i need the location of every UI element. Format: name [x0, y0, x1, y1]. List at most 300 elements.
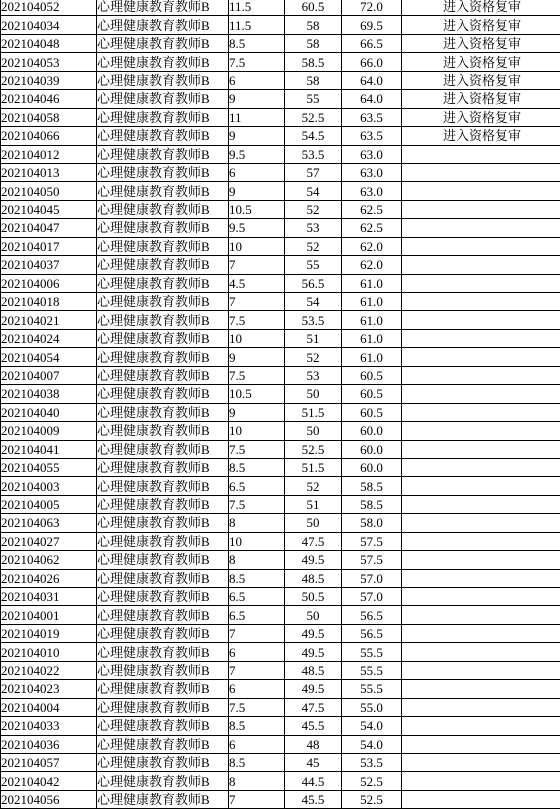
total-score-cell: 63.5: [342, 108, 402, 126]
remark-cell: [402, 182, 560, 200]
remark-cell: [402, 329, 560, 347]
score1-cell: 6: [229, 680, 285, 698]
score1-cell: 10: [229, 237, 285, 255]
table-row: [1, 440, 560, 458]
position-cell: 心理健康教育教师B: [97, 200, 229, 218]
table-row: [1, 551, 560, 569]
candidate-id-cell: 202104023: [1, 680, 97, 698]
position-cell: 心理健康教育教师B: [97, 329, 229, 347]
remark-cell: [402, 237, 560, 255]
score1-cell: 6: [229, 643, 285, 661]
position-cell: 心理健康教育教师B: [97, 182, 229, 200]
score2-cell: 53.5: [285, 145, 342, 163]
score2-cell: 58: [285, 16, 342, 34]
position-cell: 心理健康教育教师B: [97, 145, 229, 163]
score1-cell: 7.5: [229, 366, 285, 384]
table-row: [1, 403, 560, 421]
score1-cell: 7: [229, 256, 285, 274]
table-row: [1, 772, 560, 790]
score1-cell: 9: [229, 127, 285, 145]
score1-cell: 7: [229, 790, 285, 808]
total-score-cell: 55.5: [342, 661, 402, 679]
table-row: [1, 256, 560, 274]
score1-cell: 7: [229, 661, 285, 679]
score1-cell: 10: [229, 329, 285, 347]
score2-cell: 52: [285, 237, 342, 255]
score2-cell: 55: [285, 256, 342, 274]
score2-cell: 47.5: [285, 698, 342, 716]
position-cell: 心理健康教育教师B: [97, 753, 229, 771]
candidate-id-cell: 202104047: [1, 219, 97, 237]
table-row: [1, 145, 560, 163]
score1-cell: 8.5: [229, 717, 285, 735]
total-score-cell: 54.0: [342, 735, 402, 753]
score1-cell: 8.5: [229, 458, 285, 476]
table-row: [1, 329, 560, 347]
score2-cell: 51: [285, 495, 342, 513]
score1-cell: 9: [229, 182, 285, 200]
candidate-id-cell: 202104066: [1, 127, 97, 145]
score2-cell: 45.5: [285, 717, 342, 735]
remark-cell: [402, 495, 560, 513]
remark-cell: [402, 256, 560, 274]
score2-cell: 53.5: [285, 311, 342, 329]
candidate-id-cell: 202104052: [1, 0, 97, 16]
score1-cell: 10: [229, 422, 285, 440]
score2-cell: 58: [285, 71, 342, 89]
remark-cell: 进入资格复审: [402, 90, 560, 108]
score1-cell: 9: [229, 403, 285, 421]
remark-cell: [402, 422, 560, 440]
position-cell: 心理健康教育教师B: [97, 477, 229, 495]
total-score-cell: 60.0: [342, 440, 402, 458]
table-row: [1, 348, 560, 366]
score2-cell: 52: [285, 477, 342, 495]
remark-cell: 进入资格复审: [402, 71, 560, 89]
score1-cell: 7: [229, 293, 285, 311]
remark-cell: [402, 772, 560, 790]
candidate-id-cell: 202104041: [1, 440, 97, 458]
position-cell: 心理健康教育教师B: [97, 643, 229, 661]
table-row: [1, 422, 560, 440]
total-score-cell: 63.0: [342, 182, 402, 200]
score1-cell: 9: [229, 348, 285, 366]
remark-cell: [402, 606, 560, 624]
remark-cell: [402, 348, 560, 366]
table-row: [1, 735, 560, 753]
score2-cell: 50: [285, 385, 342, 403]
score2-cell: 54.5: [285, 127, 342, 145]
total-score-cell: 61.0: [342, 348, 402, 366]
score1-cell: 6.5: [229, 606, 285, 624]
score1-cell: 9.5: [229, 219, 285, 237]
remark-cell: [402, 643, 560, 661]
total-score-cell: 52.5: [342, 790, 402, 808]
table-row: [1, 366, 560, 384]
table-row: [1, 790, 560, 808]
table-row: [1, 569, 560, 587]
score2-cell: 51.5: [285, 458, 342, 476]
remark-cell: [402, 532, 560, 550]
candidate-id-cell: 202104042: [1, 772, 97, 790]
score2-cell: 54: [285, 293, 342, 311]
candidate-id-cell: 202104022: [1, 661, 97, 679]
total-score-cell: 63.0: [342, 145, 402, 163]
total-score-cell: 62.0: [342, 237, 402, 255]
score1-cell: 7.5: [229, 440, 285, 458]
score2-cell: 50.5: [285, 588, 342, 606]
table-row: [1, 200, 560, 218]
total-score-cell: 58.5: [342, 495, 402, 513]
remark-cell: [402, 440, 560, 458]
score2-cell: 49.5: [285, 680, 342, 698]
candidate-id-cell: 202104055: [1, 458, 97, 476]
score1-cell: 9.5: [229, 145, 285, 163]
remark-cell: [402, 366, 560, 384]
position-cell: 心理健康教育教师B: [97, 71, 229, 89]
score1-cell: 10: [229, 532, 285, 550]
candidate-id-cell: 202104010: [1, 643, 97, 661]
total-score-cell: 63.0: [342, 163, 402, 181]
position-cell: 心理健康教育教师B: [97, 34, 229, 52]
position-cell: 心理健康教育教师B: [97, 790, 229, 808]
candidate-id-cell: 202104001: [1, 606, 97, 624]
table-row: [1, 0, 560, 16]
candidate-id-cell: 202104039: [1, 71, 97, 89]
total-score-cell: 60.0: [342, 458, 402, 476]
score2-cell: 52: [285, 348, 342, 366]
total-score-cell: 66.0: [342, 53, 402, 71]
table-row: [1, 661, 560, 679]
remark-cell: [402, 753, 560, 771]
score1-cell: 6: [229, 163, 285, 181]
remark-cell: 进入资格复审: [402, 16, 560, 34]
candidate-id-cell: 202104050: [1, 182, 97, 200]
table-row: [1, 274, 560, 292]
total-score-cell: 57.5: [342, 532, 402, 550]
score1-cell: 7.5: [229, 53, 285, 71]
candidate-id-cell: 202104045: [1, 200, 97, 218]
table-row: [1, 90, 560, 108]
score1-cell: 8.5: [229, 569, 285, 587]
total-score-cell: 57.0: [342, 588, 402, 606]
total-score-cell: 60.5: [342, 366, 402, 384]
table-row: [1, 385, 560, 403]
score2-cell: 45.5: [285, 790, 342, 808]
score2-cell: 58: [285, 34, 342, 52]
total-score-cell: 53.5: [342, 753, 402, 771]
score2-cell: 52.5: [285, 108, 342, 126]
candidate-id-cell: 202104024: [1, 329, 97, 347]
table-row: [1, 680, 560, 698]
remark-cell: [402, 145, 560, 163]
score2-cell: 51: [285, 329, 342, 347]
score2-cell: 53: [285, 366, 342, 384]
total-score-cell: 57.5: [342, 551, 402, 569]
table-row: [1, 698, 560, 716]
table-row: [1, 753, 560, 771]
remark-cell: [402, 588, 560, 606]
score2-cell: 57: [285, 163, 342, 181]
total-score-cell: 64.0: [342, 90, 402, 108]
table-row: [1, 237, 560, 255]
position-cell: 心理健康教育教师B: [97, 532, 229, 550]
position-cell: 心理健康教育教师B: [97, 366, 229, 384]
score1-cell: 8.5: [229, 753, 285, 771]
remark-cell: [402, 680, 560, 698]
total-score-cell: 52.5: [342, 772, 402, 790]
total-score-cell: 61.0: [342, 329, 402, 347]
position-cell: 心理健康教育教师B: [97, 403, 229, 421]
remark-cell: 进入资格复审: [402, 127, 560, 145]
score2-cell: 44.5: [285, 772, 342, 790]
total-score-cell: 63.5: [342, 127, 402, 145]
remark-cell: 进入资格复审: [402, 53, 560, 71]
score1-cell: 7.5: [229, 311, 285, 329]
candidate-id-cell: 202104057: [1, 753, 97, 771]
candidate-id-cell: 202104031: [1, 588, 97, 606]
table-row: [1, 458, 560, 476]
score2-cell: 58.5: [285, 53, 342, 71]
total-score-cell: 60.5: [342, 385, 402, 403]
total-score-cell: 66.5: [342, 34, 402, 52]
score1-cell: 7.5: [229, 698, 285, 716]
remark-cell: [402, 458, 560, 476]
total-score-cell: 57.0: [342, 569, 402, 587]
candidate-id-cell: 202104046: [1, 90, 97, 108]
remark-cell: [402, 477, 560, 495]
table-row: [1, 182, 560, 200]
total-score-cell: 56.5: [342, 624, 402, 642]
position-cell: 心理健康教育教师B: [97, 256, 229, 274]
score2-cell: 48.5: [285, 661, 342, 679]
remark-cell: 进入资格复审: [402, 34, 560, 52]
total-score-cell: 58.0: [342, 514, 402, 532]
candidate-id-cell: 202104019: [1, 624, 97, 642]
position-cell: 心理健康教育教师B: [97, 514, 229, 532]
remark-cell: [402, 661, 560, 679]
remark-cell: [402, 569, 560, 587]
score2-cell: 49.5: [285, 624, 342, 642]
table-row: [1, 163, 560, 181]
position-cell: 心理健康教育教师B: [97, 698, 229, 716]
position-cell: 心理健康教育教师B: [97, 219, 229, 237]
candidate-id-cell: 202104054: [1, 348, 97, 366]
score1-cell: 7.5: [229, 495, 285, 513]
score1-cell: 11: [229, 108, 285, 126]
score2-cell: 50: [285, 422, 342, 440]
table-row: [1, 588, 560, 606]
score1-cell: 11.5: [229, 16, 285, 34]
candidate-id-cell: 202104033: [1, 717, 97, 735]
position-cell: 心理健康教育教师B: [97, 495, 229, 513]
position-cell: 心理健康教育教师B: [97, 717, 229, 735]
score1-cell: 6: [229, 735, 285, 753]
total-score-cell: 64.0: [342, 71, 402, 89]
score1-cell: 4.5: [229, 274, 285, 292]
table-row: [1, 16, 560, 34]
position-cell: 心理健康教育教师B: [97, 588, 229, 606]
table-row: [1, 495, 560, 513]
position-cell: 心理健康教育教师B: [97, 385, 229, 403]
total-score-cell: 55.5: [342, 680, 402, 698]
candidate-id-cell: 202104053: [1, 53, 97, 71]
score2-cell: 48.5: [285, 569, 342, 587]
table-row: [1, 71, 560, 89]
candidate-id-cell: 202104007: [1, 366, 97, 384]
remark-cell: [402, 790, 560, 808]
score2-cell: 45: [285, 753, 342, 771]
candidate-id-cell: 202104036: [1, 735, 97, 753]
position-cell: 心理健康教育教师B: [97, 772, 229, 790]
score1-cell: 11.5: [229, 0, 285, 16]
candidate-id-cell: 202104021: [1, 311, 97, 329]
position-cell: 心理健康教育教师B: [97, 293, 229, 311]
candidate-id-cell: 202104034: [1, 16, 97, 34]
table-row: [1, 532, 560, 550]
remark-cell: [402, 514, 560, 532]
remark-cell: [402, 551, 560, 569]
position-cell: 心理健康教育教师B: [97, 735, 229, 753]
total-score-cell: 69.5: [342, 16, 402, 34]
score2-cell: 50: [285, 514, 342, 532]
candidate-id-cell: 202104026: [1, 569, 97, 587]
position-cell: 心理健康教育教师B: [97, 458, 229, 476]
score1-cell: 6.5: [229, 477, 285, 495]
table-row: [1, 606, 560, 624]
table-row: [1, 624, 560, 642]
score2-cell: 50: [285, 606, 342, 624]
position-cell: 心理健康教育教师B: [97, 108, 229, 126]
candidate-id-cell: 202104027: [1, 532, 97, 550]
candidate-id-cell: 202104038: [1, 385, 97, 403]
score2-cell: 53: [285, 219, 342, 237]
table-row: [1, 717, 560, 735]
candidate-id-cell: 202104058: [1, 108, 97, 126]
position-cell: 心理健康教育教师B: [97, 569, 229, 587]
score2-cell: 49.5: [285, 643, 342, 661]
remark-cell: [402, 163, 560, 181]
remark-cell: [402, 698, 560, 716]
score2-cell: 52: [285, 200, 342, 218]
candidate-id-cell: 202104037: [1, 256, 97, 274]
table-row: [1, 293, 560, 311]
score1-cell: 9: [229, 90, 285, 108]
remark-cell: [402, 219, 560, 237]
score2-cell: 52.5: [285, 440, 342, 458]
remark-cell: [402, 624, 560, 642]
candidate-id-cell: 202104004: [1, 698, 97, 716]
score1-cell: 10.5: [229, 385, 285, 403]
total-score-cell: 56.5: [342, 606, 402, 624]
table-row: [1, 127, 560, 145]
table-row: [1, 311, 560, 329]
position-cell: 心理健康教育教师B: [97, 680, 229, 698]
position-cell: 心理健康教育教师B: [97, 90, 229, 108]
score2-cell: 48: [285, 735, 342, 753]
remark-cell: [402, 717, 560, 735]
candidate-id-cell: 202104003: [1, 477, 97, 495]
total-score-cell: 60.5: [342, 403, 402, 421]
total-score-cell: 58.5: [342, 477, 402, 495]
total-score-cell: 61.0: [342, 293, 402, 311]
candidate-id-cell: 202104062: [1, 551, 97, 569]
score1-cell: 8: [229, 772, 285, 790]
total-score-cell: 72.0: [342, 0, 402, 16]
score2-cell: 47.5: [285, 532, 342, 550]
total-score-cell: 60.0: [342, 422, 402, 440]
total-score-cell: 61.0: [342, 274, 402, 292]
total-score-cell: 61.0: [342, 311, 402, 329]
table-row: [1, 477, 560, 495]
candidate-id-cell: 202104013: [1, 163, 97, 181]
position-cell: 心理健康教育教师B: [97, 440, 229, 458]
table-row: [1, 219, 560, 237]
remark-cell: [402, 403, 560, 421]
score2-cell: 60.5: [285, 0, 342, 16]
position-cell: 心理健康教育教师B: [97, 163, 229, 181]
position-cell: 心理健康教育教师B: [97, 661, 229, 679]
position-cell: 心理健康教育教师B: [97, 422, 229, 440]
table-row: [1, 643, 560, 661]
candidate-id-cell: 202104040: [1, 403, 97, 421]
candidate-id-cell: 202104048: [1, 34, 97, 52]
remark-cell: [402, 200, 560, 218]
score-table-body: [1, 0, 560, 809]
total-score-cell: 54.0: [342, 717, 402, 735]
total-score-cell: 62.5: [342, 200, 402, 218]
score1-cell: 6.5: [229, 588, 285, 606]
total-score-cell: 62.0: [342, 256, 402, 274]
candidate-id-cell: 202104056: [1, 790, 97, 808]
position-cell: 心理健康教育教师B: [97, 624, 229, 642]
candidate-id-cell: 202104006: [1, 274, 97, 292]
position-cell: 心理健康教育教师B: [97, 127, 229, 145]
total-score-cell: 62.5: [342, 219, 402, 237]
table-row: [1, 34, 560, 52]
remark-cell: [402, 293, 560, 311]
remark-cell: 进入资格复审: [402, 0, 560, 16]
score1-cell: 8.5: [229, 34, 285, 52]
position-cell: 心理健康教育教师B: [97, 53, 229, 71]
score1-cell: 10.5: [229, 200, 285, 218]
candidate-id-cell: 202104005: [1, 495, 97, 513]
table-row: [1, 53, 560, 71]
candidate-id-cell: 202104063: [1, 514, 97, 532]
position-cell: 心理健康教育教师B: [97, 606, 229, 624]
score2-cell: 49.5: [285, 551, 342, 569]
total-score-cell: 55.5: [342, 643, 402, 661]
remark-cell: [402, 735, 560, 753]
candidate-id-cell: 202104009: [1, 422, 97, 440]
remark-cell: [402, 385, 560, 403]
score1-cell: 8: [229, 514, 285, 532]
position-cell: 心理健康教育教师B: [97, 274, 229, 292]
remark-cell: [402, 274, 560, 292]
candidate-id-cell: 202104018: [1, 293, 97, 311]
table-row: [1, 514, 560, 532]
score1-cell: 6: [229, 71, 285, 89]
remark-cell: [402, 311, 560, 329]
table-row: [1, 108, 560, 126]
score2-cell: 54: [285, 182, 342, 200]
candidate-id-cell: 202104017: [1, 237, 97, 255]
position-cell: 心理健康教育教师B: [97, 311, 229, 329]
position-cell: 心理健康教育教师B: [97, 16, 229, 34]
position-cell: 心理健康教育教师B: [97, 348, 229, 366]
candidate-id-cell: 202104012: [1, 145, 97, 163]
score2-cell: 56.5: [285, 274, 342, 292]
